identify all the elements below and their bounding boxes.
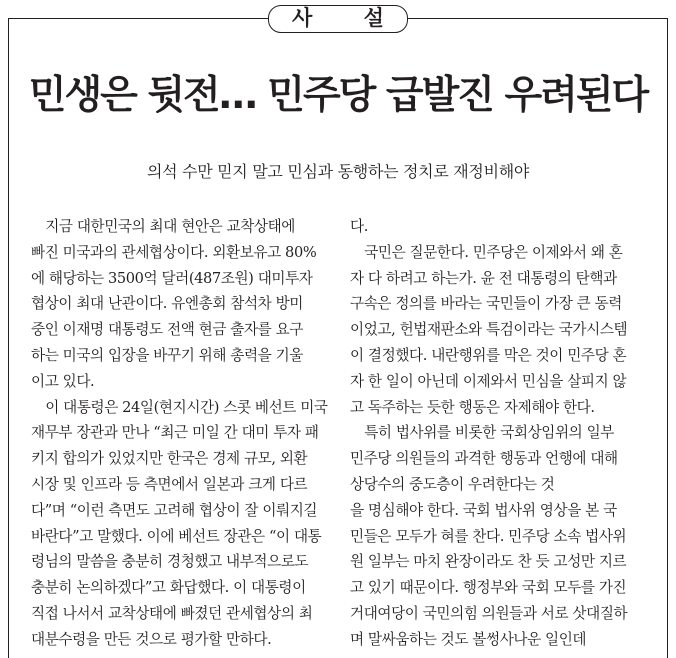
- body-line: 자 다 하려고 하는가. 윤 전 대통령의 탄핵과: [350, 269, 617, 287]
- body-line: 고 있기 때문이다. 행정부와 국회 모두를 가진: [350, 579, 627, 597]
- body-line: 을 명심해야 한다. 국회 법사위 영상을 본 국: [350, 501, 617, 519]
- body-line: 상당수의 중도층이 우려한다는 것: [350, 475, 555, 493]
- body-line: 이고 있다.: [31, 372, 95, 390]
- body-line: 령님의 말씀을 충분히 경청했고 내부적으로도: [31, 553, 309, 571]
- body-line: 이었고, 헌법재판소와 특검이라는 국가시스템: [350, 321, 628, 339]
- body-line: 중인 이재명 대통령도 전액 현금 출자를 요구: [31, 321, 303, 339]
- body-line: 협상이 최대 난관이다. 유엔총회 참석차 방미: [31, 295, 303, 313]
- body-line: 거대여당이 국민의힘 의원들과 서로 삿대질하: [350, 604, 628, 622]
- body-line: 시장 및 인프라 등 측면에서 일본과 크게 다르: [31, 475, 308, 493]
- body-line: 빠진 미국과의 관세협상이다. 외환보유고 80%: [31, 243, 317, 261]
- body-line: 자 한 일이 아닌데 이제와서 민심을 살피지 않: [350, 372, 627, 390]
- body-line: 다.: [350, 218, 368, 235]
- body-line: 고 독주하는 듯한 행동은 자제해야 한다.: [350, 398, 595, 416]
- body-line: 며 말싸움하는 것도 볼썽사나운 일인데: [350, 630, 587, 648]
- body-line: 이 대통령은 24일(현지시간) 스콧 베선트 미국: [31, 398, 328, 416]
- body-line: 직접 나서서 교착상태에 빠졌던 관세협상의 최: [31, 604, 313, 622]
- headline: 민생은 뒷전… 민주당 급발진 우려된다: [28, 73, 648, 118]
- body-line: 이 결정했다. 내란행위를 막은 것이 민주당 혼: [350, 346, 627, 364]
- body-column-right: [350, 214, 650, 653]
- body-column-left: [31, 214, 331, 653]
- body-line: 원 일부는 마치 완장이라도 찬 듯 고성만 지르: [350, 553, 627, 571]
- body-line: 재무부 장관과 만나 “최근 미일 간 대미 투자 패: [31, 424, 319, 442]
- body-line: 다”며 “이런 측면도 고려해 협상이 잘 이뤄지길: [31, 501, 318, 519]
- body-line: 대분수령을 만든 것으로 평가할 만하다.: [31, 630, 272, 648]
- body-line: 하는 미국의 입장을 바꾸기 위해 총력을 기울: [31, 346, 303, 364]
- body-line: 민주당 의원들의 과격한 행동과 언행에 대해: [350, 450, 618, 468]
- body-line: 국민은 질문한다. 민주당은 이제와서 왜 혼: [350, 243, 623, 261]
- body-line: 충분히 논의하겠다”고 화답했다. 이 대통령이: [31, 579, 306, 597]
- body-line: 구속은 정의를 바라는 국민들이 가장 큰 동력: [350, 295, 622, 313]
- body-line: 에 해당하는 3500억 달러(487조원) 대미투자: [31, 269, 313, 287]
- body-line: 민들은 모두가 혀를 찬다. 민주당 소속 법사위: [350, 527, 627, 545]
- section-label: 사 설: [268, 5, 408, 33]
- subheadline: 의석 수만 믿지 말고 민심과 동행하는 정치로 재정비해야: [146, 162, 530, 181]
- body-line: 키지 합의가 있었지만 한국은 경제 규모, 외환: [31, 450, 308, 468]
- body-line: 지금 대한민국의 최대 현안은 교착상태에: [31, 218, 296, 235]
- body-line: 바란다”고 말했다. 이에 베선트 장관은 “이 대통: [31, 527, 322, 545]
- body-line: 특히 법사위를 비롯한 국회상임위의 일부: [350, 424, 615, 442]
